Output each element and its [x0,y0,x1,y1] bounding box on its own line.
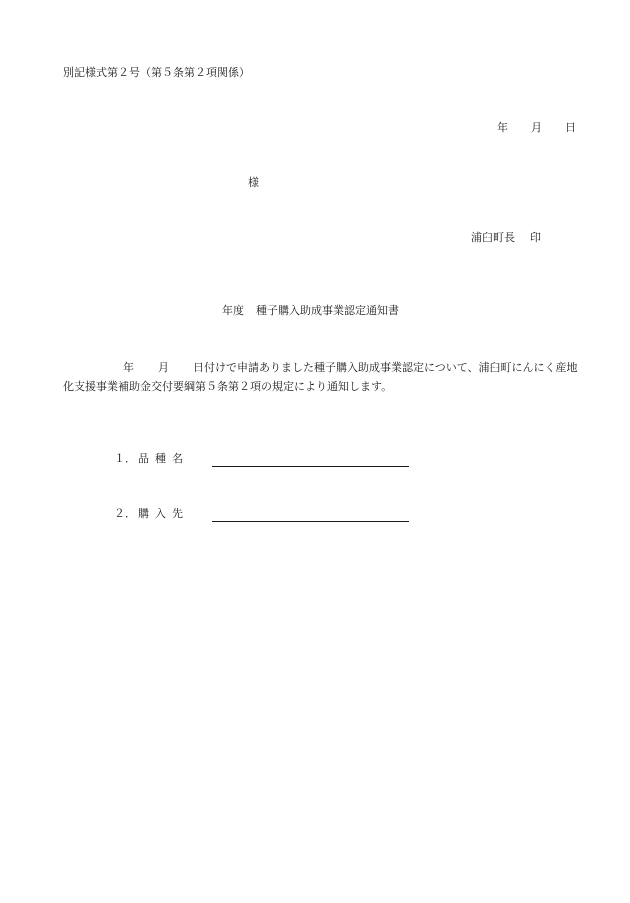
body-year-label: 年 [123,361,134,374]
field-variety [114,452,414,468]
field-number: ２． [114,507,136,520]
issue-date [497,121,576,135]
form-number-label: 別記様式第２号（第５条第２項関係） [63,66,250,79]
field-number: １． [114,452,136,465]
title-text: 種子購入助成事業認定通知書 [256,304,399,317]
notice-body [63,358,583,396]
body-paragraph: 日付けで申請ありました種子購入助成事業認定について、浦臼町にんにく産地化支援事業補助金交付要綱第５条第２項の規定により通知します。 [63,361,578,393]
supplier-blank-line [212,521,409,522]
document-title [222,304,399,318]
issuer-title: 浦臼町長 [471,231,515,244]
field-supplier [114,507,414,523]
field-label-supplier: 購入先 [138,507,189,520]
issuer [471,231,541,245]
date-year-label: 年 [497,121,508,134]
field-label-variety: 品種名 [138,452,189,465]
seal-mark: 印 [530,231,541,244]
date-month-label: 月 [531,121,542,134]
addressee-suffix: 様 [248,176,259,189]
title-year-prefix: 年度 [222,304,244,317]
date-day-label: 日 [565,121,576,134]
variety-blank-line [212,466,409,467]
body-month-label: 月 [158,361,169,374]
